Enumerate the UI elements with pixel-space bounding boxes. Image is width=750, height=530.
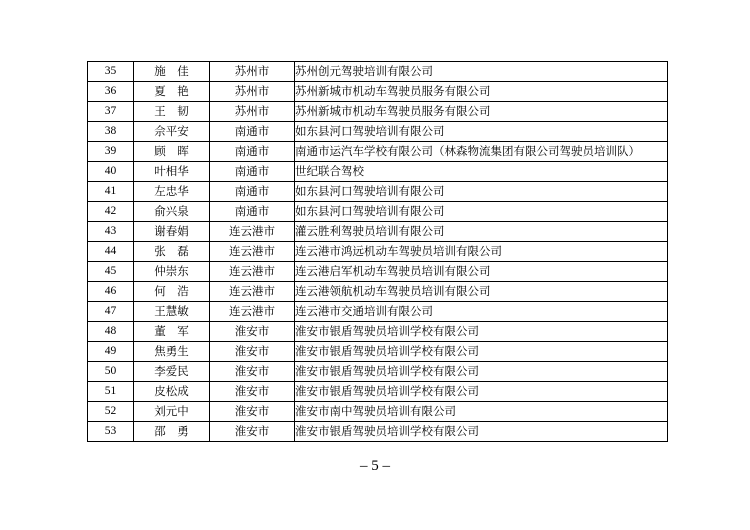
table-row bbox=[88, 162, 668, 182]
city-cell: 淮安市 bbox=[210, 382, 295, 402]
name-cell: 刘元中 bbox=[134, 402, 210, 422]
table-row bbox=[88, 322, 668, 342]
city-cell: 苏州市 bbox=[210, 62, 295, 82]
name-cell: 夏 艳 bbox=[134, 82, 210, 102]
row-number-cell: 48 bbox=[88, 322, 134, 342]
name-cell: 俞兴泉 bbox=[134, 202, 210, 222]
name-cell: 邵 勇 bbox=[134, 422, 210, 442]
name-cell: 王 韧 bbox=[134, 102, 210, 122]
city-cell: 苏州市 bbox=[210, 102, 295, 122]
row-number-cell: 45 bbox=[88, 262, 134, 282]
school-cell: 苏州新城市机动车驾驶员服务有限公司 bbox=[295, 82, 668, 102]
table-row bbox=[88, 202, 668, 222]
school-cell: 如东县河口驾驶培训有限公司 bbox=[295, 122, 668, 142]
table-row bbox=[88, 142, 668, 162]
row-number-cell: 44 bbox=[88, 242, 134, 262]
row-number-cell: 42 bbox=[88, 202, 134, 222]
city-cell: 淮安市 bbox=[210, 362, 295, 382]
row-number-cell: 50 bbox=[88, 362, 134, 382]
name-cell: 张 磊 bbox=[134, 242, 210, 262]
roster-table-body bbox=[88, 62, 668, 442]
school-cell: 淮安市银盾驾驶员培训学校有限公司 bbox=[295, 422, 668, 442]
row-number-cell: 37 bbox=[88, 102, 134, 122]
city-cell: 连云港市 bbox=[210, 222, 295, 242]
table-row bbox=[88, 262, 668, 282]
table-row bbox=[88, 242, 668, 262]
school-cell: 苏州创元驾驶培训有限公司 bbox=[295, 62, 668, 82]
name-cell: 何 浩 bbox=[134, 282, 210, 302]
row-number-cell: 47 bbox=[88, 302, 134, 322]
city-cell: 淮安市 bbox=[210, 422, 295, 442]
row-number-cell: 51 bbox=[88, 382, 134, 402]
table-row bbox=[88, 302, 668, 322]
name-cell: 叶相华 bbox=[134, 162, 210, 182]
name-cell: 李爱民 bbox=[134, 362, 210, 382]
table-row bbox=[88, 362, 668, 382]
city-cell: 连云港市 bbox=[210, 242, 295, 262]
school-cell: 淮安市银盾驾驶员培训学校有限公司 bbox=[295, 382, 668, 402]
table-row bbox=[88, 62, 668, 82]
row-number-cell: 53 bbox=[88, 422, 134, 442]
school-cell: 淮安市银盾驾驶员培训学校有限公司 bbox=[295, 342, 668, 362]
city-cell: 淮安市 bbox=[210, 342, 295, 362]
school-cell: 淮安市银盾驾驶员培训学校有限公司 bbox=[295, 362, 668, 382]
school-cell: 淮安市银盾驾驶员培训学校有限公司 bbox=[295, 322, 668, 342]
city-cell: 南通市 bbox=[210, 162, 295, 182]
name-cell: 皮松成 bbox=[134, 382, 210, 402]
table-row bbox=[88, 282, 668, 302]
table-row bbox=[88, 402, 668, 422]
name-cell: 谢春娟 bbox=[134, 222, 210, 242]
row-number-cell: 36 bbox=[88, 82, 134, 102]
table-row bbox=[88, 182, 668, 202]
school-cell: 连云港市交通培训有限公司 bbox=[295, 302, 668, 322]
row-number-cell: 39 bbox=[88, 142, 134, 162]
table-row bbox=[88, 102, 668, 122]
school-cell: 世纪联合驾校 bbox=[295, 162, 668, 182]
city-cell: 淮安市 bbox=[210, 402, 295, 422]
school-cell: 灌云胜利驾驶员培训有限公司 bbox=[295, 222, 668, 242]
row-number-cell: 46 bbox=[88, 282, 134, 302]
school-cell: 连云港领航机动车驾驶员培训有限公司 bbox=[295, 282, 668, 302]
row-number-cell: 49 bbox=[88, 342, 134, 362]
row-number-cell: 43 bbox=[88, 222, 134, 242]
city-cell: 苏州市 bbox=[210, 82, 295, 102]
school-cell: 如东县河口驾驶培训有限公司 bbox=[295, 182, 668, 202]
table-row bbox=[88, 82, 668, 102]
row-number-cell: 40 bbox=[88, 162, 134, 182]
name-cell: 佘平安 bbox=[134, 122, 210, 142]
row-number-cell: 41 bbox=[88, 182, 134, 202]
city-cell: 南通市 bbox=[210, 142, 295, 162]
row-number-cell: 35 bbox=[88, 62, 134, 82]
row-number-cell: 52 bbox=[88, 402, 134, 422]
school-cell: 连云港市鸿远机动车驾驶员培训有限公司 bbox=[295, 242, 668, 262]
school-cell: 连云港启军机动车驾驶员培训有限公司 bbox=[295, 262, 668, 282]
name-cell: 顾 晖 bbox=[134, 142, 210, 162]
page-number: – 5 – bbox=[360, 458, 390, 474]
city-cell: 连云港市 bbox=[210, 262, 295, 282]
name-cell: 董 军 bbox=[134, 322, 210, 342]
name-cell: 焦勇生 bbox=[134, 342, 210, 362]
city-cell: 南通市 bbox=[210, 122, 295, 142]
city-cell: 连云港市 bbox=[210, 302, 295, 322]
school-cell: 南通市运汽车学校有限公司（林森物流集团有限公司驾驶员培训队） bbox=[295, 142, 668, 162]
city-cell: 南通市 bbox=[210, 182, 295, 202]
school-cell: 如东县河口驾驶培训有限公司 bbox=[295, 202, 668, 222]
name-cell: 仲崇东 bbox=[134, 262, 210, 282]
name-cell: 左忠华 bbox=[134, 182, 210, 202]
row-number-cell: 38 bbox=[88, 122, 134, 142]
city-cell: 连云港市 bbox=[210, 282, 295, 302]
table-row bbox=[88, 222, 668, 242]
city-cell: 淮安市 bbox=[210, 322, 295, 342]
table-row bbox=[88, 382, 668, 402]
school-cell: 苏州新城市机动车驾驶员服务有限公司 bbox=[295, 102, 668, 122]
table-row bbox=[88, 122, 668, 142]
city-cell: 南通市 bbox=[210, 202, 295, 222]
school-cell: 淮安市南中驾驶员培训有限公司 bbox=[295, 402, 668, 422]
table-row bbox=[88, 342, 668, 362]
roster-table bbox=[87, 61, 668, 442]
table-row bbox=[88, 422, 668, 442]
name-cell: 施 佳 bbox=[134, 62, 210, 82]
name-cell: 王慧敏 bbox=[134, 302, 210, 322]
